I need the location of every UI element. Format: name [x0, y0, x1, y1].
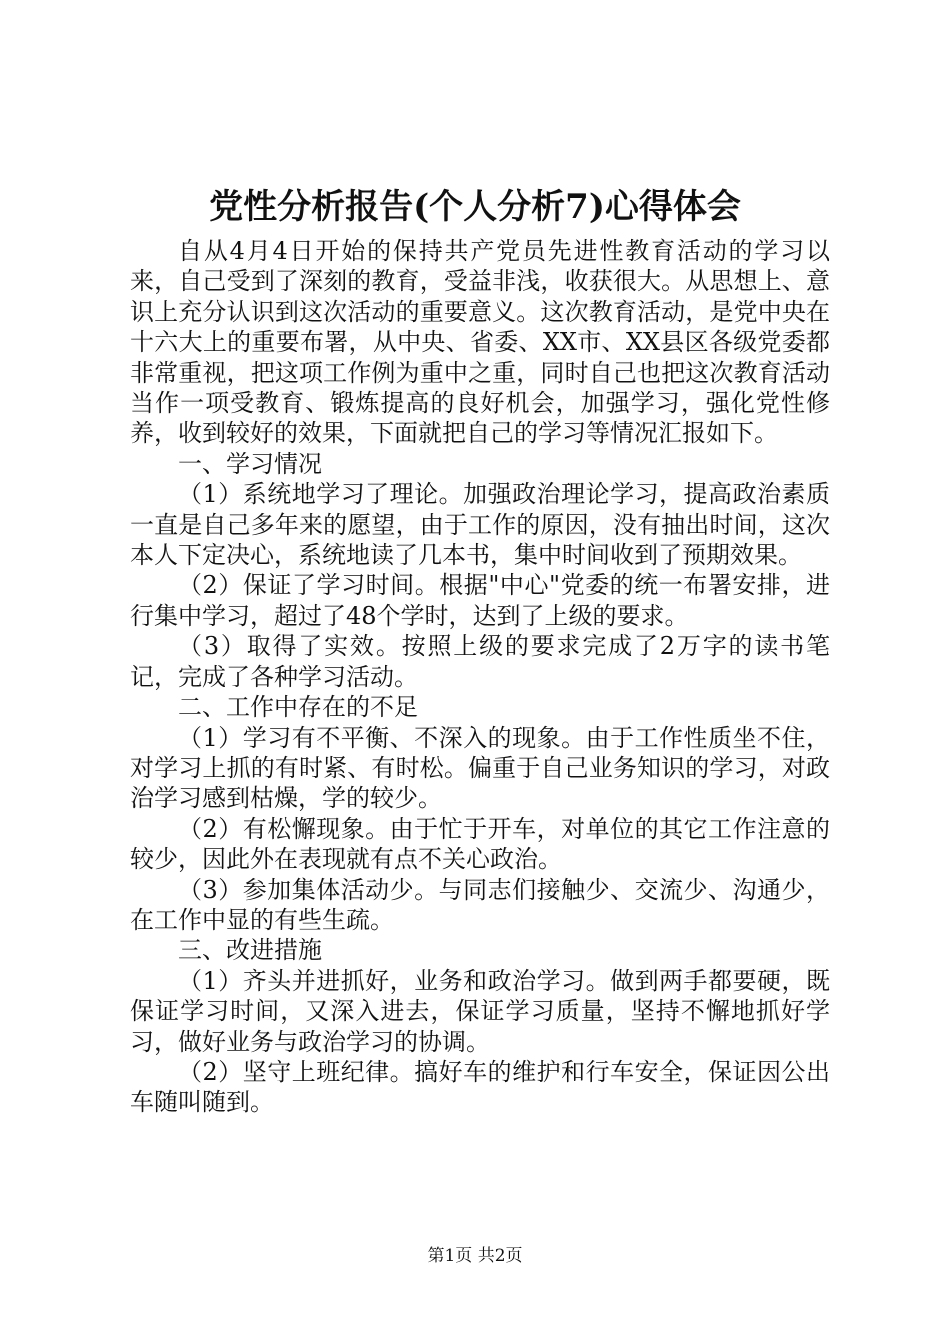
section-heading-improvements: 三、改进措施: [178, 936, 322, 965]
document-body: [130, 236, 830, 1118]
study-item-1: （1）系统地学习了理论。加强政治理论学习，提高政治素质一直是自己多年来的愿望，由于工作的原因，没有抽出时间，这次本人下定决心，系统地读了几本书，集中时间收到了预期效果。: [130, 480, 830, 570]
document-title: 党性分析报告(个人分析7)心得体会: [209, 187, 741, 227]
study-item-2: （2）保证了学习时间。根据"中心"党委的统一布署安排，进行集中学习，超过了48个学时，达到了上级的要求。: [130, 571, 830, 630]
improvement-item-2: （2）坚守上班纪律。搞好车的维护和行车安全，保证因公出车随叫随到。: [130, 1057, 830, 1117]
intro-paragraph: 自从4月4日开始的保持共产党员先进性教育活动的学习以来，自己受到了深刻的教育，受益非浅，收获很大。从思想上、意识上充分认识到这次活动的重要意义。这次教育活动，是党中央在十六大上的重要布署，从中央、省委、XX市、XX县区各级党委都非常重视，把这项工作例为重中之重，同时自己也把这次教育活动当作一项受教育、锻炼提高的良好机会，加强学习，强化党性修养，收到较好的效果，下面就把自己的学习等情况汇报如下。: [130, 237, 830, 448]
study-item-3: （3）取得了实效。按照上级的要求完成了2万字的读书笔记，完成了各种学习活动。: [130, 632, 830, 691]
shortcoming-item-3: （3）参加集体活动少。与同志们接触少、交流少、沟通少，在工作中显的有些生疏。: [130, 875, 830, 934]
section-heading-shortcomings: 二、工作中存在的不足: [178, 693, 418, 722]
improvement-item-1: （1）齐头并进抓好，业务和政治学习。做到两手都要硬，既保证学习时间，又深入进去，保证学习质量，坚持不懈地抓好学习，做好业务与政治学习的协调。: [130, 966, 830, 1056]
section-heading-study: 一、学习情况: [178, 449, 322, 478]
page-footer: 第1页 共2页: [427, 1246, 523, 1266]
shortcoming-item-2: （2）有松懈现象。由于忙于开车，对单位的其它工作注意的较少，因此外在表现就有点不关心政治。: [130, 814, 830, 874]
shortcoming-item-1: （1）学习有不平衡、不深入的现象。由于工作性质坐不住，对学习上抓的有时紧、有时松。偏重于自己业务知识的学习，对政治学习感到枯燥，学的较少。: [130, 723, 830, 813]
